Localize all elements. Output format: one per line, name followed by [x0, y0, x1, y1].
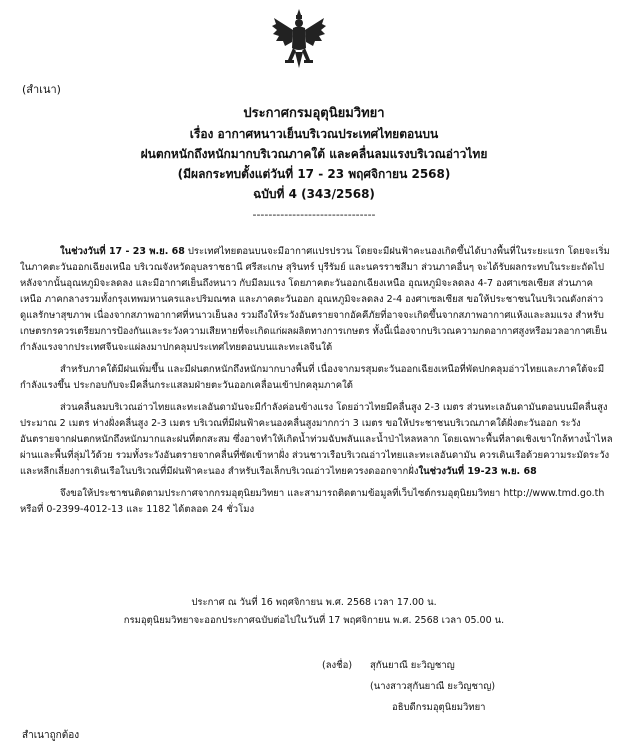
next-announcement: กรมอุตุนิยมวิทยาจะออกประกาศฉบับต่อไปในวันที่ 17 พฤศจิกายน พ.ศ. 2568 เวลา 05.00 น. — [123, 615, 505, 626]
announcement-subject: เรื่อง อากาศหนาวเย็นบริเวณประเทศไทยตอนบน — [189, 127, 439, 141]
paragraph-follow: จึงขอให้ประชาชนติดตามประกาศจากกรมอุตุนิยมวิทยา และสามารถติดตามข้อมูลที่เว็บไซต์กรมอุตุนิยมวิทยา http://www.tmd.go.th หรือที่ 0-2399-4012-13 และ 1182 ได้ตลอด 24 ชั่วโมง — [20, 488, 605, 515]
signer-position: อธิบดีกรมอุตุนิยมวิทยา — [392, 702, 486, 713]
paragraph-north-text: ประเทศไทยตอนบนจะมีอากาศแปรปรวน โดยจะมีฝนฟ้าคะนองเกิดขึ้นได้บางพื้นที่ในระยะแรก โดยจะเริ่มในภาคตะวันออกเฉียงเหนือ บริเวณจังหวัดอุบลราชธานี ศรีสะเกษ สุรินทร์ บุรีรัมย์ และนครราชสีมา ส่วนภาคอื่นๆ จะได้รับผลกระทบในระยะถัดไป หลังจากนั้นอุณหภูมิจะลดลง และมีอากาศเย็นถึงหนาว กับมีลมแรง โดยภาคตะวันออกเฉียงเหนือ อุณหภูมิจะลดลง 4-7 องศาเซลเซียส ส่วนภาคเหนือ ภาคกลางรวมทั้งกรุงเทพมหานครและปริมณฑล และภาคตะวันออก อุณหภูมิจะลดลง 2-4 องศาเซลเซียส ขอให้ประชาชนในบริเวณดังกล่าวดูแลรักษาสุขภาพ เนื่องจากสภาพอากาศที่หนาวเย็นลง รวมถึงให้ระวังอันตรายจากอัคคีภัยที่อาจจะเกิดขึ้นจากสภาพอากาศแห้งและลมแรง สำหรับเกษตรกรควรเตรียมการป้องกันและระวังความเสียหายที่จะเกิดแก่ผลผลิตทางการเกษตร ทั้งนี้เนื่องจากบริเวณความกดอากาศสูงหรือมวลอากาศเย็นกำลังแรงจากประเทศจีนจะแผ่ลงมาปกคลุมประเทศไทยตอนบนและทะเลจีนใต้ — [20, 246, 610, 353]
divider-line: ------------------------------- — [252, 208, 376, 221]
paragraph-north-lead: ในช่วงวันที่ 17 - 23 พ.ย. 68 — [60, 246, 185, 257]
signature-block — [322, 655, 495, 718]
announcement-body — [20, 244, 614, 532]
announcement-title: ประกาศกรมอุตุนิยมวิทยา — [243, 106, 385, 121]
paragraph-waves — [20, 400, 614, 480]
announcement-header — [0, 104, 628, 224]
paragraph-south: สำหรับภาคใต้มีฝนเพิ่มขึ้น และมีฝนตกหนักถึงหนักมากบางพื้นที่ เนื่องจากมรสุมตะวันออกเฉียงเหนือที่พัดปกคลุมอ่าวไทยและภาคใต้จะมีกำลังแรงขึ้น ประกอบกับจะมีคลื่นกระแสลมฝ่ายตะวันออกเคลื่อนเข้าปกคลุมภาคใต้ — [20, 364, 605, 391]
certified-copy: สำเนาถูกต้อง — [22, 730, 80, 741]
paragraph-waves-tail: ในช่วงวันที่ 19-23 พ.ย. 68 — [418, 466, 537, 477]
effective-period: (มีผลกระทบตั้งแต่วันที่ 17 - 23 พฤศจิกายน 2568) — [177, 167, 451, 181]
signed-prefix: (ลงชื่อ) — [322, 660, 353, 671]
issue-info — [0, 594, 628, 630]
issue-number: ฉบับที่ 4 (343/2568) — [253, 187, 375, 201]
paragraph-waves-text: ส่วนคลื่นลมบริเวณอ่าวไทยและทะเลอันดามันจะมีกำลังค่อนข้างแรง โดยอ่าวไทยมีคลื่นสูง 2-3 เมตร ส่วนทะเลอันดามันตอนบนมีคลื่นสูงประมาณ 2 เมตร ห่างฝั่งคลื่นสูง 2-3 เมตร บริเวณที่มีฝนฟ้าคะนองคลื่นสูงมากกว่า 3 เมตร ขอให้ประชาชนบริเวณภาคใต้ฝั่งตะวันออก ระวังอันตรายจากฝนตกหนักถึงหนักมากและฝนที่ตกสะสม ซึ่งอาจทำให้เกิดน้ำท่วมฉับพลันและน้ำป่าไหลหลาก โดยเฉพาะพื้นที่ลาดเชิงเขาใกล้ทางน้ำไหลผ่านและพื้นที่ลุ่มไว้ด้วย รวมทั้งระวังอันตรายจากคลื่นที่ซัดเข้าหาฝั่ง ส่วนชาวเรือบริเวณอ่าวไทยและทะเลอันดามัน ควรเดินเรือด้วยความระมัดระวังและหลีกเลี่ยงการเดินเรือในบริเวณที่มีฝนฟ้าคะนอง สำหรับเรือเล็กบริเวณอ่าวไทยควรงดออกจากฝั่ง — [20, 402, 613, 477]
signed-name: สุกันยาณี ยะวิญชาญ — [370, 660, 455, 671]
garuda-emblem-icon — [270, 8, 328, 70]
signer-full-name: (นางสาวสุกันยาณี ยะวิญชาญ) — [370, 681, 496, 692]
paragraph-north — [20, 244, 614, 356]
announcement-subject-line2: ฝนตกหนักถึงหนักมากบริเวณภาคใต้ และคลื่นลมแรงบริเวณอ่าวไทย — [140, 147, 488, 161]
signature-row — [322, 655, 495, 676]
announced-datetime: ประกาศ ณ วันที่ 16 พฤศจิกายน พ.ศ. 2568 เวลา 17.00 น. — [191, 597, 437, 608]
copy-label: (สำเนา) — [22, 83, 61, 96]
